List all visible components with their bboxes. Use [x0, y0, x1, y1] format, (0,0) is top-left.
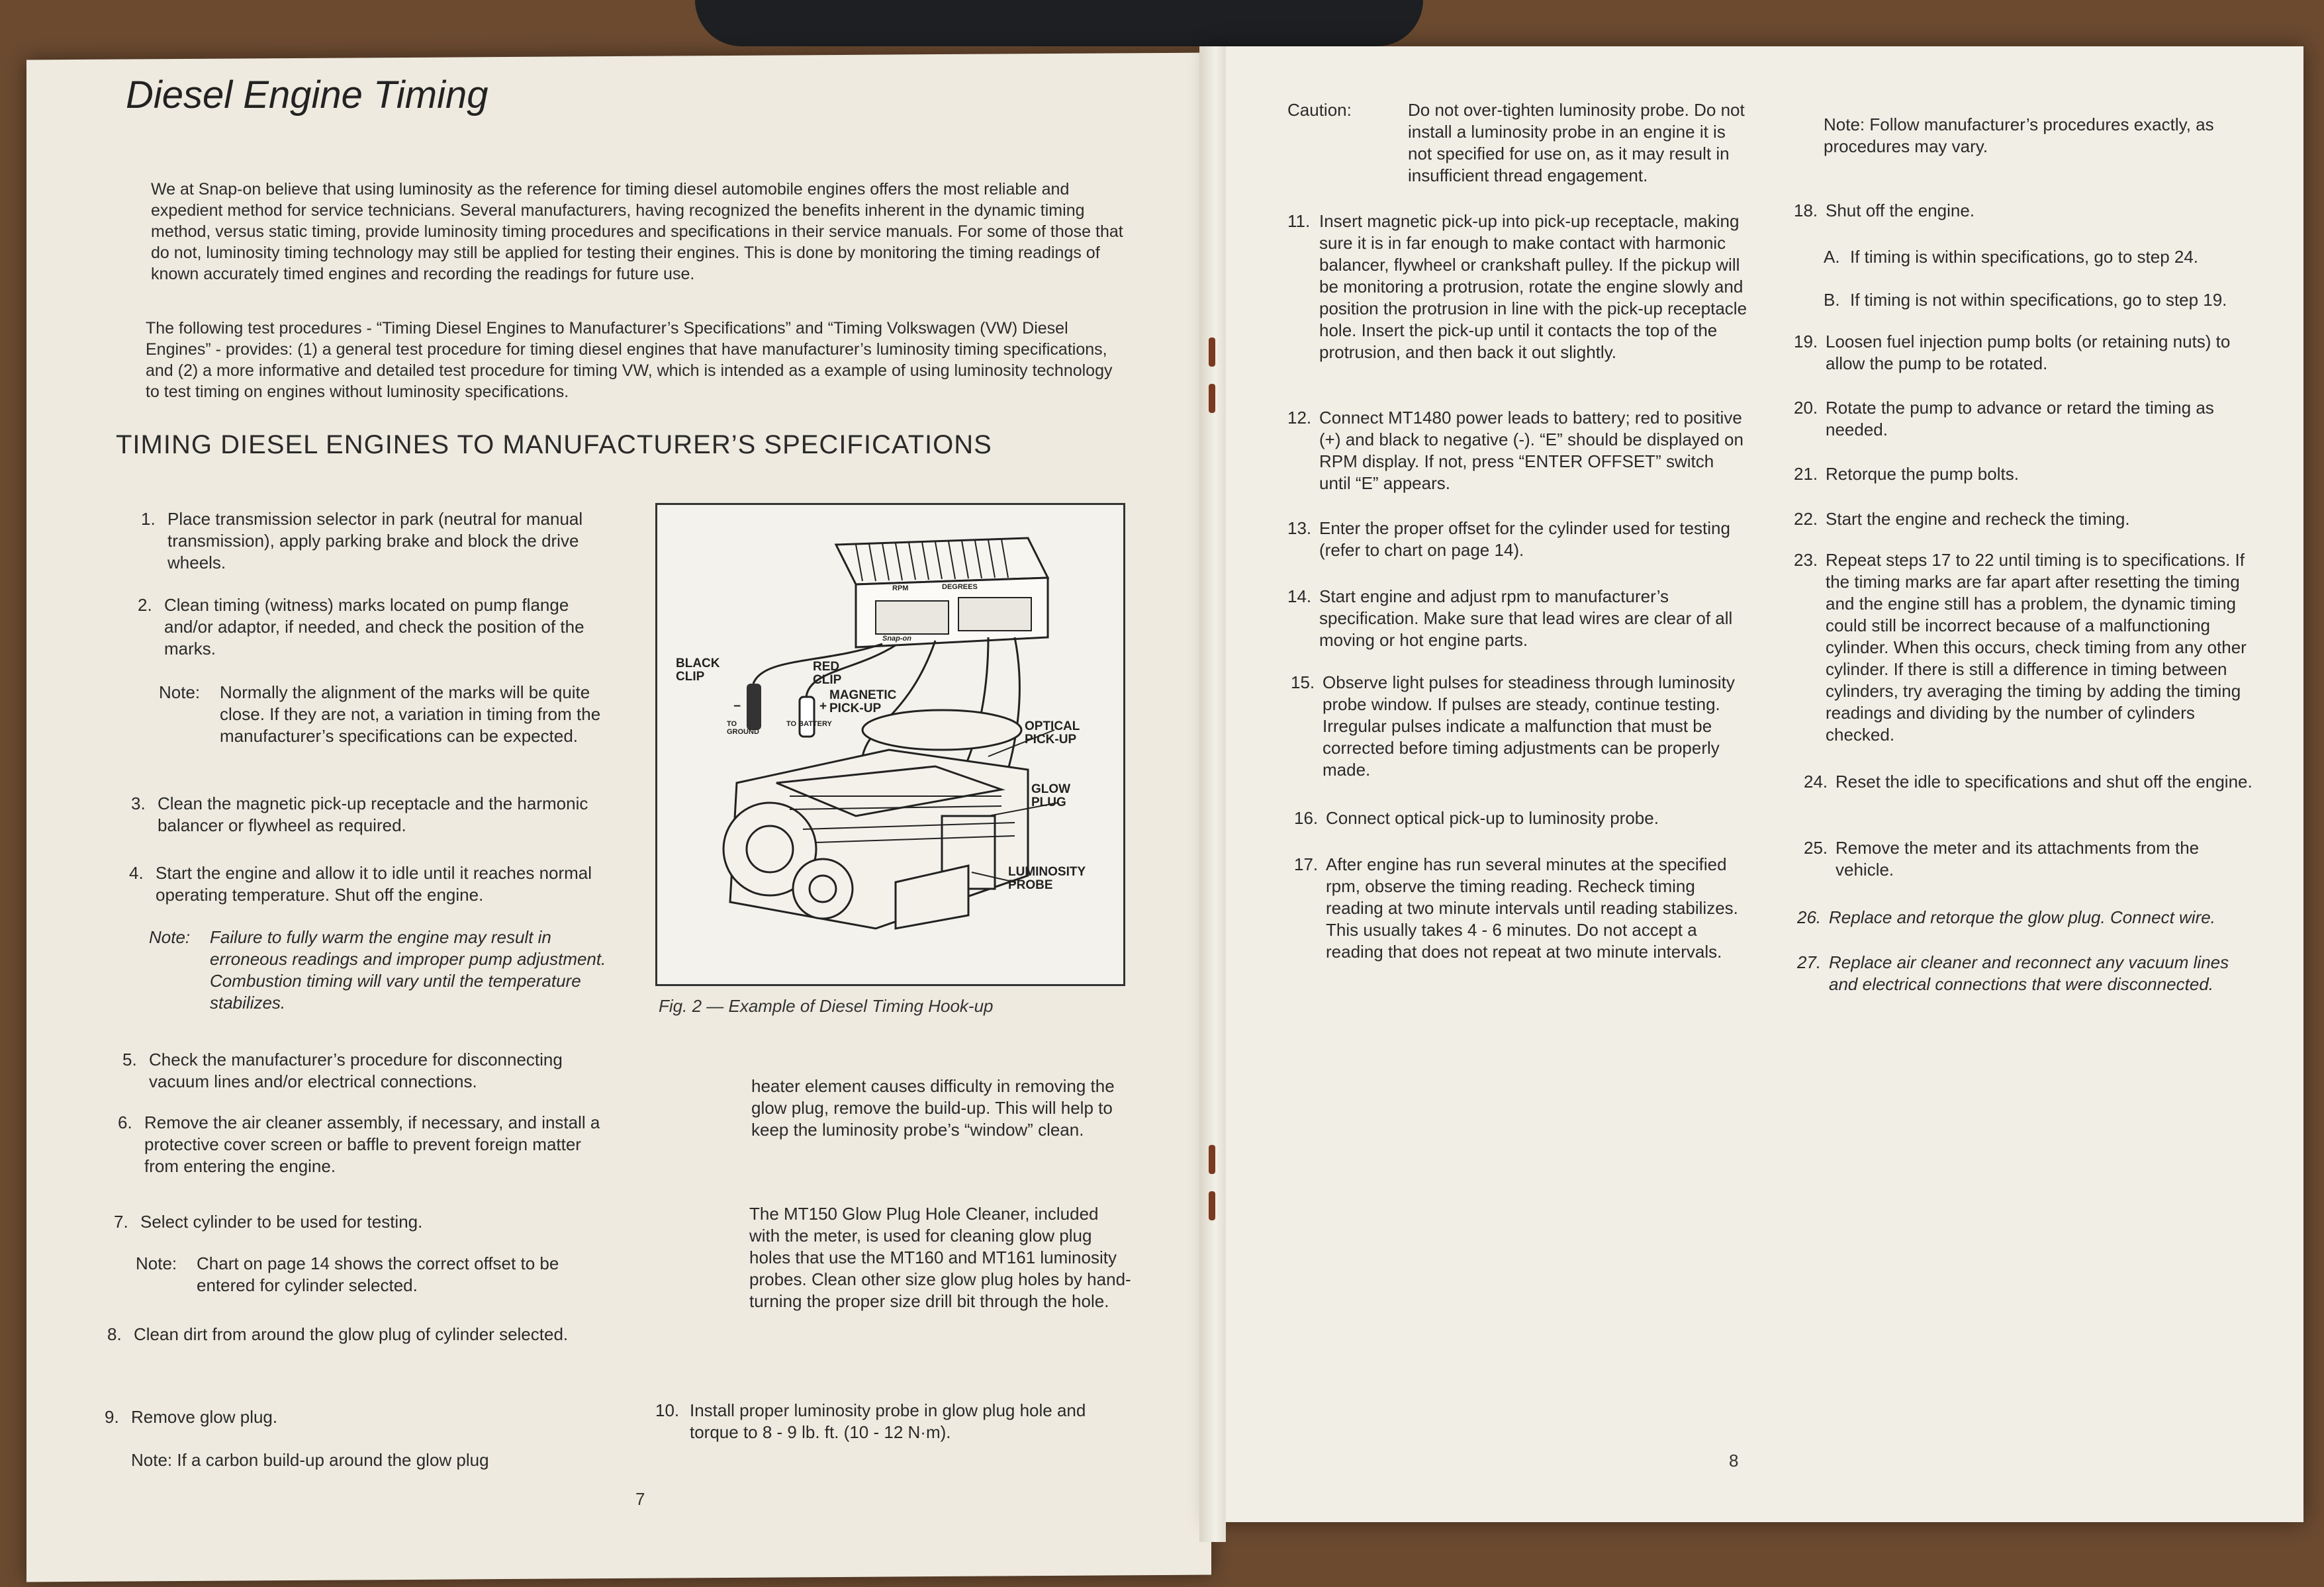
- step-number: 13.: [1287, 518, 1312, 538]
- to-battery-label: TO BATTERY: [786, 720, 832, 728]
- step-text: If timing is not within specifications, go to step 19.: [1850, 290, 2227, 310]
- note-label: Note:: [149, 927, 191, 947]
- staple-top: [1209, 338, 1215, 367]
- note-text: Note: Follow manufacturer’s procedures exactly, as procedures may vary.: [1824, 114, 2214, 156]
- step-text: Remove the meter and its attachments from the vehicle.: [1836, 838, 2200, 880]
- step-text: Start the engine and recheck the timing.: [1826, 509, 2130, 529]
- diesel-timing-hookup-figure: [655, 503, 1125, 986]
- black-clip-label: BLACK CLIP: [676, 657, 720, 684]
- step-number: 4.: [129, 863, 144, 883]
- booklet-spine: [1199, 46, 1226, 1542]
- step-number: B.: [1824, 290, 1840, 310]
- step-text: Install proper luminosity probe in glow plug hole and torque to 8 - 9 lb. ft. (10 - 12 N·m).: [690, 1400, 1086, 1442]
- step-number: 24.: [1804, 772, 1828, 792]
- step-number: 26.: [1797, 907, 1822, 927]
- step-text: Remove glow plug.: [131, 1407, 278, 1427]
- note-label: Note:: [159, 682, 201, 702]
- intro-paragraph-2: The following test procedures - “Timing Diesel Engines to Manufacturer’s Specifications” and “Timing Volkswagen (VW) Diesel Engines” - provides: (1) a general test procedure for timing diesel engines that have manufacturer’s luminosity timing specifications, and (2) a more informative and detailed test procedure for timing VW, which is intended as a example of using luminosity technology to test timing on engines without luminosity specifications.: [146, 319, 1113, 401]
- step-text: Observe light pulses for steadiness through luminosity probe window. If pulses are steady, continue testing. Irregular pulses indicate a malfunction that must be corrected before timing adjustments can be properly made.: [1323, 672, 1735, 780]
- step-number: 7.: [114, 1212, 128, 1232]
- step-text: Rotate the pump to advance or retard the timing as needed.: [1826, 398, 2214, 439]
- step-number: 23.: [1794, 550, 1818, 570]
- note-text: Chart on page 14 shows the correct offset to be entered for cylinder selected.: [197, 1253, 559, 1295]
- step-text: Retorque the pump bolts.: [1826, 464, 2019, 484]
- page-title: Diesel Engine Timing: [126, 73, 488, 116]
- step-text: Connect MT1480 power leads to battery; red to positive (+) and black to negative (-). “E” should be displayed on RPM display. If not, press “ENTER OFFSET” switch until “E” appears.: [1319, 408, 1743, 493]
- note-text: Failure to fully warm the engine may result in erroneous readings and improper pump adjustment. Combustion timing will vary until the temperature stabilizes.: [210, 927, 606, 1013]
- step-text: Start engine and adjust rpm to manufacturer’s specification. Make sure that lead wires are clear of all moving or hot engine parts.: [1319, 586, 1733, 650]
- step-number: 14.: [1287, 586, 1312, 606]
- to-ground-label: TO GROUND: [727, 720, 759, 736]
- page-number-left: 7: [635, 1489, 645, 1509]
- step-number: 18.: [1794, 201, 1818, 220]
- step-text: Place transmission selector in park (neutral for manual transmission), apply parking brake and block the drive wheels.: [167, 509, 583, 572]
- step-number: 8.: [107, 1324, 122, 1344]
- step-number: 3.: [131, 794, 146, 813]
- caution-text: Do not over-tighten luminosity probe. Do not install a luminosity probe in an engine it is not specified for use on, as it may result in insufficient thread engagement.: [1408, 100, 1745, 185]
- step-text: Reset the idle to specifications and shut off the engine.: [1836, 772, 2253, 792]
- meter-rpm-label: RPM: [892, 584, 909, 592]
- minus-sign: −: [733, 700, 741, 713]
- step-number: 25.: [1804, 838, 1828, 858]
- engine-illustration: [657, 505, 1127, 988]
- step-text: Shut off the engine.: [1826, 201, 1975, 220]
- note-text: Note: If a carbon build-up around the glow plug: [131, 1450, 489, 1470]
- step-text: Remove the air cleaner assembly, if necessary, and install a protective cover screen or baffle to prevent foreign matter from entering the engine.: [144, 1112, 600, 1176]
- timing-meter-icon: [836, 538, 1048, 647]
- optical-pickup-label: OPTICAL PICK-UP: [1025, 719, 1080, 747]
- step-text: Loosen fuel injection pump bolts (or retaining nuts) to allow the pump to be rotated.: [1826, 332, 2231, 373]
- step-number: 10.: [655, 1400, 680, 1420]
- step-number: 20.: [1794, 398, 1818, 418]
- paragraph-text: The MT150 Glow Plug Hole Cleaner, included with the meter, is used for cleaning glow plug holes that use the MT160 and MT161 luminosity probes. Clean other size glow plug holes by hand-turning the proper size drill bit through the hole.: [749, 1204, 1131, 1311]
- note-text: heater element causes difficulty in removing the glow plug, remove the build-up. This will help to keep the luminosity probe’s “window” clean.: [751, 1076, 1115, 1140]
- step-text: Replace and retorque the glow plug. Connect wire.: [1829, 907, 2215, 927]
- step-number: 6.: [118, 1112, 132, 1132]
- staple-bottom: [1209, 1145, 1215, 1174]
- page-number-right: 8: [1729, 1451, 1739, 1471]
- plus-sign: +: [819, 700, 827, 713]
- step-text: Repeat steps 17 to 22 until timing is to specifications. If the timing marks are far apart after resetting the timing and the engine still has a problem, the dynamic timing could still be incorrect because of a malfunctioning cylinder. When this occurs, check timing from any other cylinder. If there is still a difference in timing between cylinders, try averaging the timing by adding the timing readings and dividing by the number of cylinders checked.: [1826, 550, 2247, 745]
- step-text: Start the engine and allow it to idle until it reaches normal operating temperature. Shut off the engine.: [156, 863, 592, 905]
- step-number: 11.: [1287, 211, 1311, 231]
- step-number: A.: [1824, 247, 1840, 267]
- step-number: 1.: [141, 509, 156, 529]
- step-text: Enter the proper offset for the cylinder used for testing (refer to chart on page 14).: [1319, 518, 1730, 560]
- figure-caption: Fig. 2 — Example of Diesel Timing Hook-up: [659, 996, 994, 1016]
- step-number: 15.: [1291, 672, 1315, 692]
- step-number: 5.: [122, 1050, 137, 1069]
- luminosity-probe-label: LUMINOSITY PROBE: [1008, 865, 1086, 892]
- step-text: Replace air cleaner and reconnect any vacuum lines and electrical connections that were disconnected.: [1829, 952, 2229, 994]
- note-text: Normally the alignment of the marks will be quite close. If they are not, a variation in timing from the manufacturer’s specifications can be expected.: [220, 682, 601, 746]
- step-text: Clean timing (witness) marks located on pump flange and/or adaptor, if needed, and check the position of the marks.: [164, 595, 584, 658]
- step-text: If timing is within specifications, go to step 24.: [1850, 247, 2199, 267]
- step-number: 17.: [1294, 854, 1319, 874]
- step-number: 9.: [105, 1407, 119, 1427]
- staple-top-2: [1209, 384, 1215, 413]
- meter-brand-label: Snap-on: [882, 635, 911, 643]
- intro-paragraph-1: We at Snap-on believe that using luminosity as the reference for timing diesel automobile engines offers the most reliable and expedient method for service technicians. Several manufacturers, having recognized the benefits inherent in the dynamic timing method, versus static timing, provide luminosity timing procedures and specifications in their service manuals. For some of those that do not, luminosity timing technology may still be applied for testing their engines. This is done by monitoring the timing readings of known accurately timed engines and recording the readings for future use.: [151, 180, 1123, 283]
- step-number: 21.: [1794, 464, 1818, 484]
- section-heading: TIMING DIESEL ENGINES TO MANUFACTURER’S SPECIFICATIONS: [116, 430, 992, 459]
- step-number: 2.: [138, 595, 152, 615]
- step-number: 19.: [1794, 332, 1818, 351]
- step-text: After engine has run several minutes at the specified rpm, observe the timing reading. Recheck timing reading at two minute intervals until reading stabilizes. This usually takes 4 - 6 minutes. Do not accept a reading that does not repeat at two minute intervals.: [1326, 854, 1738, 962]
- staple-bottom-2: [1209, 1191, 1215, 1220]
- table-edge: [695, 0, 1423, 46]
- magnetic-pickup-label: MAGNETIC PICK-UP: [829, 688, 897, 715]
- red-clip-label: RED CLIP: [813, 660, 842, 687]
- red-clip-icon: [800, 697, 814, 737]
- step-text: Clean the magnetic pick-up receptacle and the harmonic balancer or flywheel as required.: [158, 794, 588, 835]
- glow-plug-label: GLOW PLUG: [1031, 782, 1071, 809]
- meter-degrees-label: DEGREES: [942, 583, 978, 591]
- step-number: 16.: [1294, 808, 1319, 828]
- note-label: Note:: [136, 1253, 177, 1273]
- caution-label: Caution:: [1287, 100, 1352, 120]
- engine-block-icon: [723, 710, 1028, 929]
- step-text: Clean dirt from around the glow plug of cylinder selected.: [134, 1324, 569, 1344]
- step-text: Select cylinder to be used for testing.: [140, 1212, 423, 1232]
- step-text: Check the manufacturer’s procedure for disconnecting vacuum lines and/or electrical connections.: [149, 1050, 563, 1091]
- step-number: 22.: [1794, 509, 1818, 529]
- step-text: Insert magnetic pick-up into pick-up receptacle, making sure it is in far enough to make contact with harmonic balancer, flywheel or crankshaft pulley. If the pickup will be monitoring a protrusion, rotate the engine slowly and position the protrusion in line with the pick-up receptacle hole. Insert the pick-up until it contacts the top of the protrusion, and then back it out slightly.: [1319, 211, 1747, 362]
- step-number: 12.: [1287, 408, 1312, 428]
- step-text: Connect optical pick-up to luminosity probe.: [1326, 808, 1659, 828]
- step-number: 27.: [1797, 952, 1822, 972]
